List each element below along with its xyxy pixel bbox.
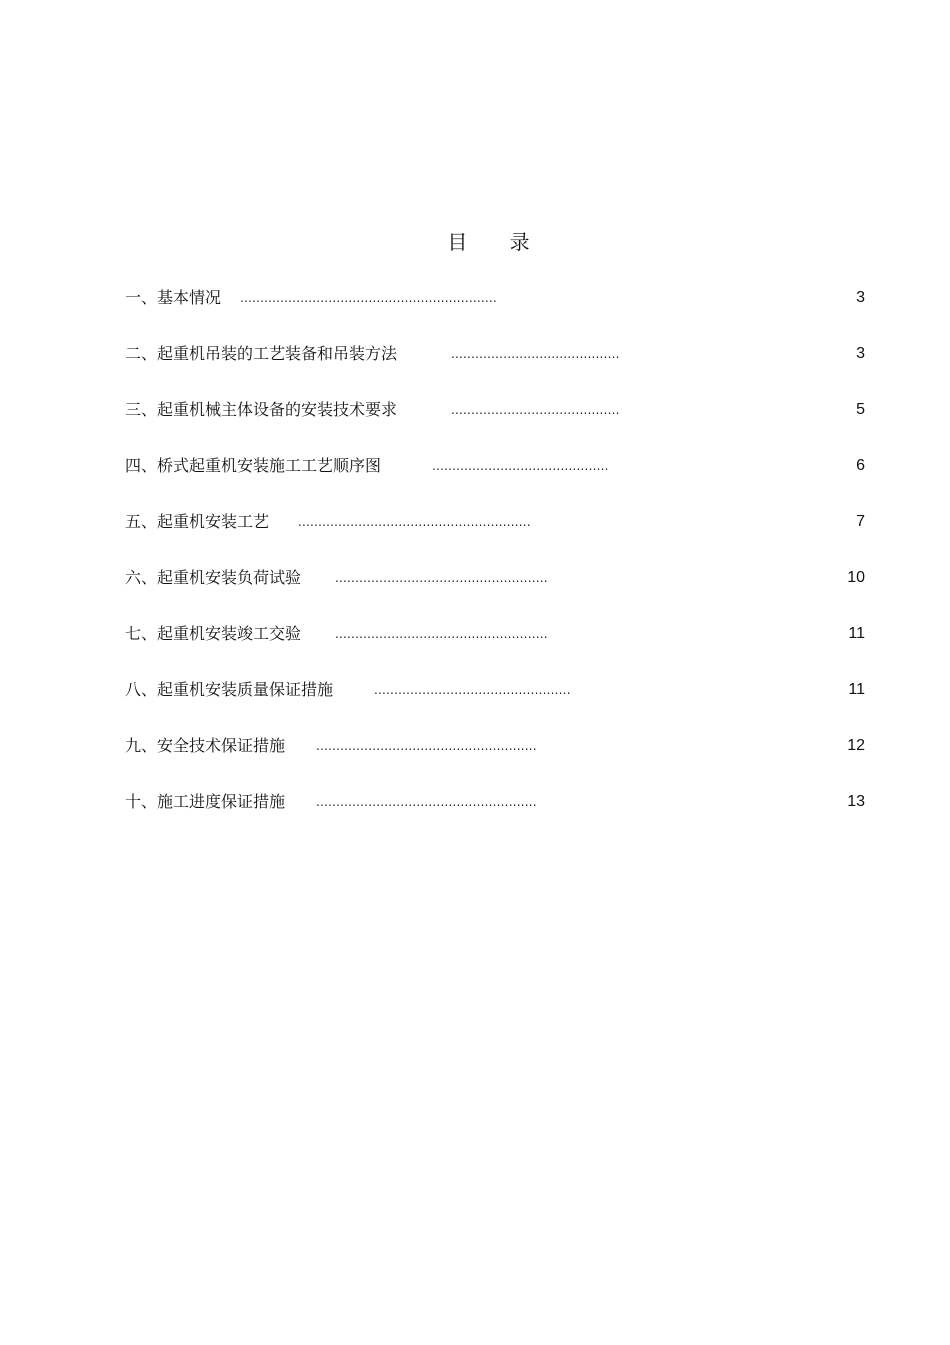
toc-page-number: 11 — [848, 681, 865, 698]
toc-entry-6[interactable] — [125, 565, 865, 621]
toc-entry-title: 五、起重机安装工艺 — [125, 512, 270, 531]
toc-entry-5[interactable] — [125, 509, 865, 565]
toc-entry-title: 十、施工进度保证措施 — [125, 792, 286, 811]
toc-entry-3[interactable] — [125, 397, 865, 453]
toc-page-number: 6 — [856, 457, 865, 474]
toc-entry-title: 一、基本情况 — [125, 288, 222, 307]
toc-dot-leader: ....................................................... — [316, 795, 537, 809]
toc-dot-leader: ................................................................ — [240, 291, 497, 305]
toc-entry-title: 八、起重机安装质量保证措施 — [125, 680, 334, 699]
toc-page-number: 3 — [856, 289, 865, 306]
toc-page-number: 7 — [856, 513, 865, 530]
toc-entry-title: 三、起重机械主体设备的安装技术要求 — [125, 400, 398, 419]
toc-entry-1[interactable] — [125, 285, 865, 341]
toc-entry-title: 九、安全技术保证措施 — [125, 736, 286, 755]
toc-dot-leader: .......................................... — [451, 347, 620, 361]
toc-dot-leader: ................................................. — [374, 683, 571, 697]
toc-dot-leader: .......................................................... — [298, 515, 531, 529]
toc-entry-title: 四、桥式起重机安装施工工艺顺序图 — [125, 456, 382, 475]
toc-page-number: 3 — [856, 345, 865, 362]
toc-entry-title: 七、起重机安装竣工交验 — [125, 624, 302, 643]
toc-page-number: 12 — [847, 737, 865, 754]
toc-entry-title: 二、起重机吊装的工艺装备和吊装方法 — [125, 344, 398, 363]
toc-entry-10[interactable] — [125, 789, 865, 845]
toc-entry-4[interactable] — [125, 453, 865, 509]
toc-page-number: 10 — [847, 569, 865, 586]
toc-entry-9[interactable] — [125, 733, 865, 789]
toc-entry-2[interactable] — [125, 341, 865, 397]
toc-page-number: 13 — [847, 793, 865, 810]
toc-dot-leader: ..................................................... — [335, 627, 548, 641]
toc-dot-leader: ....................................................... — [316, 739, 537, 753]
toc-page-number: 11 — [848, 625, 865, 642]
toc-entry-7[interactable] — [125, 621, 865, 677]
toc-entry-8[interactable] — [125, 677, 865, 733]
page-title: 目 录 — [447, 230, 548, 254]
toc-page-number: 5 — [856, 401, 865, 418]
toc-entry-title: 六、起重机安装负荷试验 — [125, 568, 302, 587]
toc-dot-leader: .......................................... — [451, 403, 620, 417]
toc-dot-leader: ..................................................... — [335, 571, 548, 585]
toc-dot-leader: ............................................ — [432, 459, 609, 473]
table-of-contents — [125, 285, 865, 845]
